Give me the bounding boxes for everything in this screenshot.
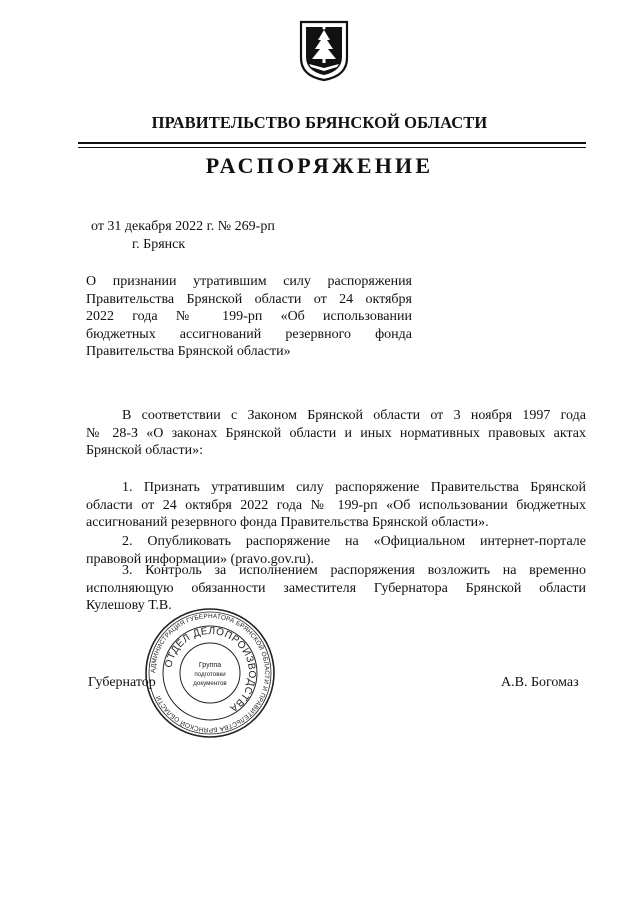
signatory-name: А.В. Богомаз (501, 675, 579, 690)
stamp-center-line: документов (193, 680, 227, 687)
paragraph-line: В соответствии с Законом Брянской области от 3 ноября 1997 года (122, 408, 586, 423)
header-thick-divider (78, 142, 586, 144)
signatory-position: Губернатор (88, 675, 156, 690)
organization-heading: ПРАВИТЕЛЬСТВО БРЯНСКОЙ ОБЛАСТИ (151, 113, 488, 132)
paragraph-line: Кулешову Т.В. (86, 598, 172, 613)
document-meta (91, 218, 275, 254)
paragraph-line: области от 24 октября 2022 года № 199-рп «Об использовании бюджетных (86, 497, 586, 513)
paragraph-line: Брянской области»: (86, 443, 203, 458)
subject-line: бюджетных ассигнований резервного фонда (86, 326, 412, 342)
document-subject (86, 273, 412, 361)
header-thin-divider (78, 147, 586, 148)
subject-line: О признании утратившим силу распоряжения (86, 274, 412, 289)
stamp-outer-text: АДМИНИСТРАЦИЯ ГУБЕРНАТОРА БРЯНСКОЙ ОБЛАСТИ И ПРАВИТЕЛЬСТВА БРЯНСКОЙ ОБЛАСТИ (149, 612, 271, 734)
subject-line: Правительства Брянской области от 24 октября (86, 291, 412, 307)
paragraph-line: ассигнований резервного фонда Правительства Брянской области». (86, 515, 489, 530)
paragraph-line: № 28-З «О законах Брянской области и иных нормативных правовых актах (86, 425, 586, 441)
official-stamp (144, 607, 276, 739)
stamp-middle-text: ОТДЕЛ ДЕЛОПРОИЗВОДСТВА (163, 625, 258, 714)
paragraph-line: 2. Опубликовать распоряжение на «Официальном интернет-портале (122, 534, 586, 549)
bryansk-coat-of-arms-icon (299, 20, 349, 82)
stamp-center-line: Группа (198, 662, 222, 669)
order-item-1 (86, 479, 586, 532)
subject-line: Правительства Брянской области» (86, 344, 291, 359)
stamp-center-line: подготовки (194, 671, 226, 678)
subject-line: 2022 года № 199-рп «Об использовании (86, 309, 412, 324)
preamble-paragraph (86, 407, 586, 460)
date-number-line: от 31 декабря 2022 г. № 269-рп (91, 219, 275, 234)
paragraph-line: 3. Контроль за исполнением распоряжения возложить на временно (122, 563, 586, 578)
paragraph-line: исполняющую обязанности заместителя Губернатора Брянской области (86, 580, 586, 596)
paragraph-line: правовой информации» (pravo.gov.ru). (86, 551, 314, 567)
document-type-title: РАСПОРЯЖЕНИЕ (205, 153, 434, 178)
city-line: г. Брянск (132, 237, 186, 252)
paragraph-line: 1. Признать утратившим силу распоряжение Правительства Брянской (122, 480, 586, 495)
